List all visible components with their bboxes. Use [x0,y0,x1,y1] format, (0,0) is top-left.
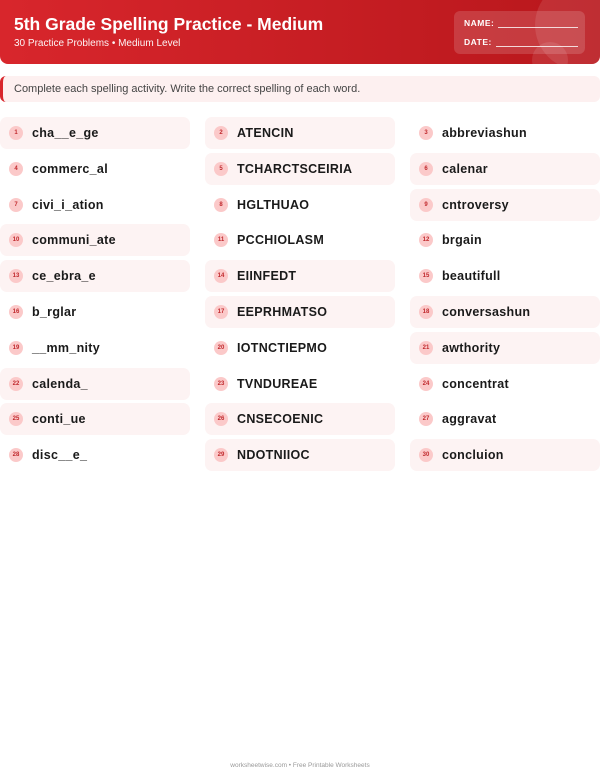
problem-word: TCHARCTSCEIRIA [237,161,353,176]
problem-word: ATENCIN [237,126,294,140]
problem-item [410,189,600,221]
problem-number: 28 [9,448,23,462]
problem-word: awthority [442,340,501,355]
problem-number: 25 [9,412,23,426]
problem-item [0,224,190,256]
problem-number: 7 [9,198,23,212]
problem-word: abbreviashun [442,126,527,140]
problem-item [205,403,395,435]
problem-number: 26 [214,412,228,426]
problem-word: communi_ate [32,233,116,248]
problem-number: 8 [214,198,228,212]
instructions: Complete each spelling activity. Write the correct spelling of each word. [0,76,600,102]
problem-word: ce_ebra_e [32,269,96,284]
problem-word: EIINFEDT [237,269,297,284]
problem-word: IOTNCTIEPMO [237,340,328,355]
problem-item [0,296,190,328]
name-label: NAME: [464,18,495,28]
date-line[interactable] [496,39,578,47]
problem-word: aggravat [442,412,497,427]
problem-word: conversashun [442,304,531,319]
problem-item [205,153,395,185]
page-subtitle: 30 Practice Problems • Medium Level [14,38,181,49]
problem-item [410,439,600,471]
problem-number: 14 [214,269,228,283]
problem-item [205,117,395,149]
problem-word: CNSECOENIC [237,412,324,427]
problem-item [410,332,600,364]
problem-number: 10 [9,233,23,247]
problem-number: 24 [419,377,433,391]
problem-number: 2 [214,126,228,140]
problem-number: 30 [419,448,433,462]
problem-number: 1 [9,126,23,140]
problem-number: 27 [419,412,433,426]
problem-item [205,224,395,256]
problem-word: concentrat [442,376,509,391]
problem-item [0,260,190,292]
problem-item [0,439,190,471]
problem-item [410,296,600,328]
problem-number: 19 [9,341,23,355]
problem-word: cha__e_ge [32,126,99,140]
problem-item [205,189,395,221]
problem-number: 15 [419,269,433,283]
problem-number: 4 [9,162,23,176]
problem-number: 12 [419,233,433,247]
problem-item [0,153,190,185]
problem-number: 11 [214,233,228,247]
problem-item [0,368,190,400]
problem-word: civi_i_ation [32,197,104,212]
problem-number: 5 [214,162,228,176]
problem-number: 16 [9,305,23,319]
problem-item [205,368,395,400]
problem-word: EEPRHMATSO [237,304,328,319]
problem-word: NDOTNIIOC [237,448,310,463]
date-label: DATE: [464,37,492,47]
problem-number: 21 [419,341,433,355]
problem-item [410,368,600,400]
problem-number: 13 [9,269,23,283]
problem-word: HGLTHUAO [237,197,310,212]
page-title: 5th Grade Spelling Practice - Medium [14,14,324,34]
problem-number: 29 [214,448,228,462]
problem-item [0,403,190,435]
problem-number: 20 [214,341,228,355]
problem-number: 18 [419,305,433,319]
problem-item [205,296,395,328]
problem-word: __mm_nity [32,340,101,355]
problem-item [410,260,600,292]
problem-item [0,189,190,221]
problem-word: beautifull [442,269,501,284]
problem-number: 6 [419,162,433,176]
problem-number: 17 [214,305,228,319]
problem-word: disc__e_ [32,448,88,463]
problem-word: cntroversy [442,197,509,212]
problem-grid [0,117,600,471]
problem-item [205,260,395,292]
name-line[interactable] [498,20,578,28]
problem-word: PCCHIOLASM [237,233,325,248]
worksheet-header [0,0,600,64]
problem-word: calenar [442,161,488,176]
problem-word: TVNDUREAE [237,376,318,391]
problem-item [0,117,190,149]
name-date-box [454,11,585,54]
problem-item [410,117,600,149]
problem-number: 22 [9,377,23,391]
problem-word: concluion [442,448,504,463]
problem-number: 3 [419,126,433,140]
problem-word: brgain [442,233,482,248]
problem-item [410,403,600,435]
problem-number: 9 [419,198,433,212]
problem-item [410,153,600,185]
problem-number: 23 [214,377,228,391]
problem-word: conti_ue [32,412,86,427]
problem-word: b_rglar [32,304,77,319]
problem-item [205,332,395,364]
problem-item [410,224,600,256]
problem-word: calenda_ [32,376,88,391]
footer: worksheetwise.com • Free Printable Worksheets [230,762,370,769]
problem-item [205,439,395,471]
problem-word: commerc_al [32,161,108,176]
problem-item [0,332,190,364]
